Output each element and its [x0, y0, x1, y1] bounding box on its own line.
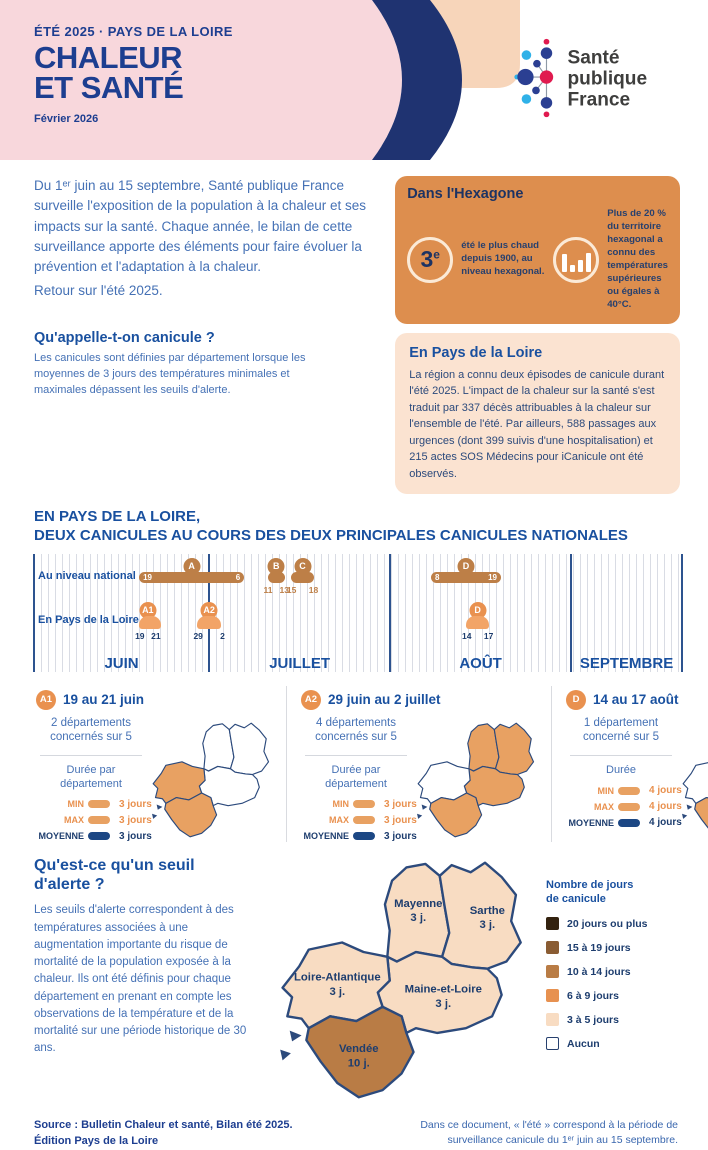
- stat-value: 3 jours: [384, 814, 417, 826]
- dept-vendee: [165, 792, 217, 836]
- legend-title: Nombre de jours de canicule: [546, 878, 634, 906]
- episode-scope: 2 départements concernés sur 5: [50, 716, 132, 744]
- episode-letter-badge: A1: [139, 602, 156, 619]
- stat-pill-icon: [353, 816, 375, 824]
- intro-section: [0, 160, 708, 494]
- stat-label: MAX: [329, 815, 349, 826]
- source-text: Source : Bulletin Chaleur et santé, Bilan été 2025. Édition Pays de la Loire: [34, 1118, 293, 1147]
- month-divider: [389, 554, 391, 672]
- national-episode-B: B 11 13: [268, 558, 286, 598]
- stat-pill-icon: [88, 800, 110, 808]
- stat-pill-icon: [618, 787, 640, 795]
- episode-dates: 19 au 21 juin: [63, 692, 145, 707]
- stat-pill-icon: [618, 803, 640, 811]
- duration-stats: [566, 785, 682, 829]
- canicule-definition-text: Les canicules sont définies par département lorsque les moyennes de 3 jours des températures minimales et maximales dépassent les seuils d'alerte.: [34, 352, 306, 397]
- legend-label: 10 à 14 jours: [567, 965, 631, 978]
- duration-title: Durée par département: [325, 764, 387, 791]
- month-label: JUILLET: [269, 654, 331, 672]
- episode-card-d: [551, 686, 708, 842]
- footnote-text: Dans ce document, « l'été » correspond à la période de surveillance canicule du 1ᵉʳ juin au 15 septembre.: [420, 1118, 678, 1147]
- rank-value: 3e: [420, 246, 440, 273]
- dept-sarthe: [494, 723, 533, 774]
- episode-map: [148, 718, 276, 842]
- island-mark: [157, 804, 163, 809]
- episode-bar: [268, 572, 286, 583]
- duration-title: Durée par département: [60, 764, 122, 791]
- island-mark: [687, 804, 693, 809]
- region-box-text: La région a connu deux épisodes de canicule durant l'été 2025. L'impact de la chaleur sur la santé s'est traduit par 337 décès attribuables à la chaleur sur l'ensemble de l'été. Par ailleurs, 588 passages aux urgences (dont 399 suivis d'une hospitalisation) et 215 actes SOS Médecins pour iCanicule ont été observés.: [409, 368, 665, 480]
- legend-item: [546, 989, 708, 1002]
- stat-value: 4 jours: [649, 817, 682, 829]
- timeline-section-title: EN PAYS DE LA LOIRE, DEUX CANICULES AU COURS DES DEUX PRINCIPALES CANICULES NATIONALES: [34, 508, 628, 544]
- legend-swatch: [546, 1037, 559, 1050]
- national-episode-D: [431, 558, 501, 598]
- episode-badge: A2: [301, 690, 321, 710]
- region-box-title: En Pays de la Loire: [409, 344, 543, 361]
- legend-item: [546, 965, 708, 978]
- dept-name-label: Vendée: [338, 1042, 379, 1055]
- dept-sarthe: [229, 723, 268, 774]
- stat-value: 4 jours: [649, 785, 682, 797]
- month-divider: [33, 554, 35, 672]
- footer: [0, 1108, 708, 1150]
- national-row-label: Au niveau national: [38, 569, 136, 582]
- duration-stats: [301, 798, 417, 842]
- legend-swatch: [546, 1013, 559, 1026]
- stat-value: 3 jours: [119, 830, 152, 842]
- region-summary-box: [395, 333, 680, 495]
- page-title: CHALEUR ET SANTÉ: [34, 40, 184, 106]
- stat-pill-icon: [353, 832, 375, 840]
- month-divider: [570, 554, 572, 672]
- canicule-definition-title: Qu'appelle-t-on canicule ?: [34, 330, 215, 347]
- legend-swatch: [546, 965, 559, 978]
- episode-bump: [139, 616, 161, 629]
- episode-scope: 4 départements concernés sur 5: [315, 716, 397, 744]
- hexagone-stats: [407, 208, 668, 312]
- episode-bar: 19 6: [139, 572, 244, 583]
- episode-letter-badge: C: [294, 558, 311, 575]
- national-episode-C: C 15 18: [291, 558, 314, 598]
- duration-title: Durée: [606, 764, 636, 777]
- episode-map: [678, 718, 708, 842]
- seuil-alerte-block: [34, 856, 262, 1108]
- dept-days-label: 3 j.: [479, 919, 496, 932]
- dept-name-label: Sarthe: [469, 904, 505, 917]
- dept-vendee: [430, 792, 482, 836]
- episode-bar: 8 19: [431, 572, 501, 583]
- logo-icon: [514, 32, 686, 124]
- stat-boxes-column: [395, 176, 680, 494]
- divider: [40, 755, 142, 756]
- sante-publique-france-logo: [514, 32, 686, 129]
- svg-text:France: France: [567, 89, 631, 111]
- episode-letter-badge: A: [183, 558, 200, 575]
- legend-swatch: [546, 989, 559, 1002]
- legend-label: 3 à 5 jours: [567, 1013, 619, 1026]
- legend-item: [546, 1013, 708, 1026]
- bottom-section: [34, 856, 680, 1108]
- stat-pill-icon: [88, 816, 110, 824]
- stat-pill-icon: [353, 800, 375, 808]
- stat-label: MOYENNE: [568, 817, 614, 828]
- duration-stats: [36, 798, 152, 842]
- legend-label: 6 à 9 jours: [567, 989, 619, 1002]
- episode-letter-badge: D: [469, 602, 486, 619]
- hexagone-box: [395, 176, 680, 324]
- episode-map: [413, 718, 541, 842]
- stat-value: 3 jours: [119, 798, 152, 810]
- legend-label: 15 à 19 jours: [567, 941, 631, 954]
- stat-value: 3 jours: [384, 830, 417, 842]
- island-mark: [422, 804, 428, 809]
- divider: [570, 755, 672, 756]
- header-kicker: ÉTÉ 2025 · PAYS DE LA LOIRE: [34, 24, 233, 39]
- legend-item: [546, 941, 708, 954]
- stat-pill-icon: [618, 819, 640, 827]
- legend-item: [546, 917, 708, 930]
- intro-text-column: [34, 176, 379, 494]
- regional-row-label: En Pays de la Loire: [38, 613, 139, 626]
- hexagone-box-title: Dans l'Hexagone: [407, 186, 524, 202]
- dept-days-label: 3 j.: [410, 911, 427, 924]
- dept-days-label: 10 j.: [347, 1057, 370, 1070]
- territory-text: Plus de 20 % du territoire hexagonal a connu des températures supérieures ou égales à 40°C.: [607, 208, 668, 310]
- episode-bump: [197, 616, 220, 629]
- month-label: SEPTEMBRE: [579, 654, 674, 672]
- month-label: JUIN: [104, 654, 139, 672]
- stat-label: MIN: [67, 799, 84, 810]
- island-mark: [417, 813, 422, 818]
- dept-loire-atlantique: [683, 761, 708, 803]
- episode-card-a1: [22, 686, 286, 842]
- header: [0, 0, 708, 160]
- stat-label: MOYENNE: [303, 831, 349, 842]
- regional-episode-A2: A2 29 2: [197, 602, 220, 646]
- dept-name-label: Maine-et-Loire: [404, 983, 482, 996]
- regional-episode-D: D 14 17: [466, 602, 489, 646]
- intro-paragraph: Du 1ᵉʳ juin au 15 septembre, Santé publique France surveille l'exposition de la population à la chaleur et ses impacts sur la santé. Chaque année, le bilan de cette surveillance apporte des éléments pour faire évoluer la prévention et l'adaptation à la chaleur.: [34, 178, 367, 274]
- stat-label: MIN: [597, 785, 614, 796]
- episode-badge: D: [566, 690, 586, 710]
- dept-days-label: 3 j.: [329, 985, 346, 998]
- stat-value: 3 jours: [384, 798, 417, 810]
- stat-label: MAX: [64, 815, 84, 826]
- publication-date: Février 2026: [34, 113, 99, 126]
- island-mark: [152, 813, 157, 818]
- island-mark: [280, 1050, 291, 1061]
- month-divider: [681, 554, 683, 672]
- bar-chart-icon: [553, 237, 599, 283]
- national-episode-A: [139, 558, 244, 598]
- episode-letter-badge: B: [268, 558, 285, 575]
- island-mark: [290, 1030, 302, 1041]
- rank-circle: [407, 237, 453, 283]
- episode-dates: 14 au 17 août: [593, 692, 679, 707]
- legend-swatch: [546, 917, 559, 930]
- region-days-map: [270, 852, 538, 1108]
- stat-value: 3 jours: [119, 814, 152, 826]
- stat-label: MAX: [594, 801, 614, 812]
- dept-name-label: Mayenne: [394, 897, 443, 910]
- divider: [305, 755, 407, 756]
- stat-label: MOYENNE: [38, 831, 84, 842]
- episode-card-a2: [286, 686, 551, 842]
- legend-swatch: [546, 941, 559, 954]
- month-label: AOÛT: [459, 654, 502, 672]
- legend-label: 20 jours ou plus: [567, 917, 648, 930]
- map-legend: [546, 856, 708, 1108]
- episode-scope: 1 département concerné sur 5: [582, 716, 660, 744]
- timeline-chart: [34, 554, 682, 672]
- legend-label: Aucun: [567, 1037, 600, 1050]
- episode-dates: 29 juin au 2 juillet: [328, 692, 441, 707]
- stat-label: MIN: [332, 799, 349, 810]
- stat-value: 4 jours: [649, 801, 682, 813]
- episode-letter-badge: A2: [201, 602, 218, 619]
- timeline-plot-area: [34, 554, 682, 672]
- svg-text:publique: publique: [567, 68, 648, 90]
- svg-text:Santé: Santé: [567, 47, 620, 69]
- episodes-section: [22, 686, 686, 842]
- episode-badge: A1: [36, 690, 56, 710]
- stat-pill-icon: [88, 832, 110, 840]
- episode-bar: [291, 572, 314, 583]
- island-mark: [682, 813, 687, 818]
- seuil-text: Les seuils d'alerte correspondent à des températures associées à une augmentation importante du risque de mortalité de la population exposée à la chaleur. Ils ont été définis pour chaque département en prenant en compte les observations de la température et de la mortalité sur une période historique de 30 ans.: [34, 904, 247, 1055]
- episode-letter-badge: D: [457, 558, 474, 575]
- seuil-title: Qu'est-ce qu'un seuil d'alerte ?: [34, 856, 195, 894]
- regional-episode-A1: A1 19 21: [139, 602, 157, 646]
- intro-paragraph-2: Retour sur l'été 2025.: [34, 283, 163, 299]
- episode-bump: [466, 616, 489, 629]
- dept-days-label: 3 j.: [435, 997, 452, 1010]
- dept-name-label: Loire-Atlantique: [294, 971, 381, 984]
- legend-item: [546, 1037, 708, 1050]
- header-text-block: [34, 24, 233, 125]
- rank-text: été le plus chaud depuis 1900, au niveau hexagonal.: [461, 240, 545, 278]
